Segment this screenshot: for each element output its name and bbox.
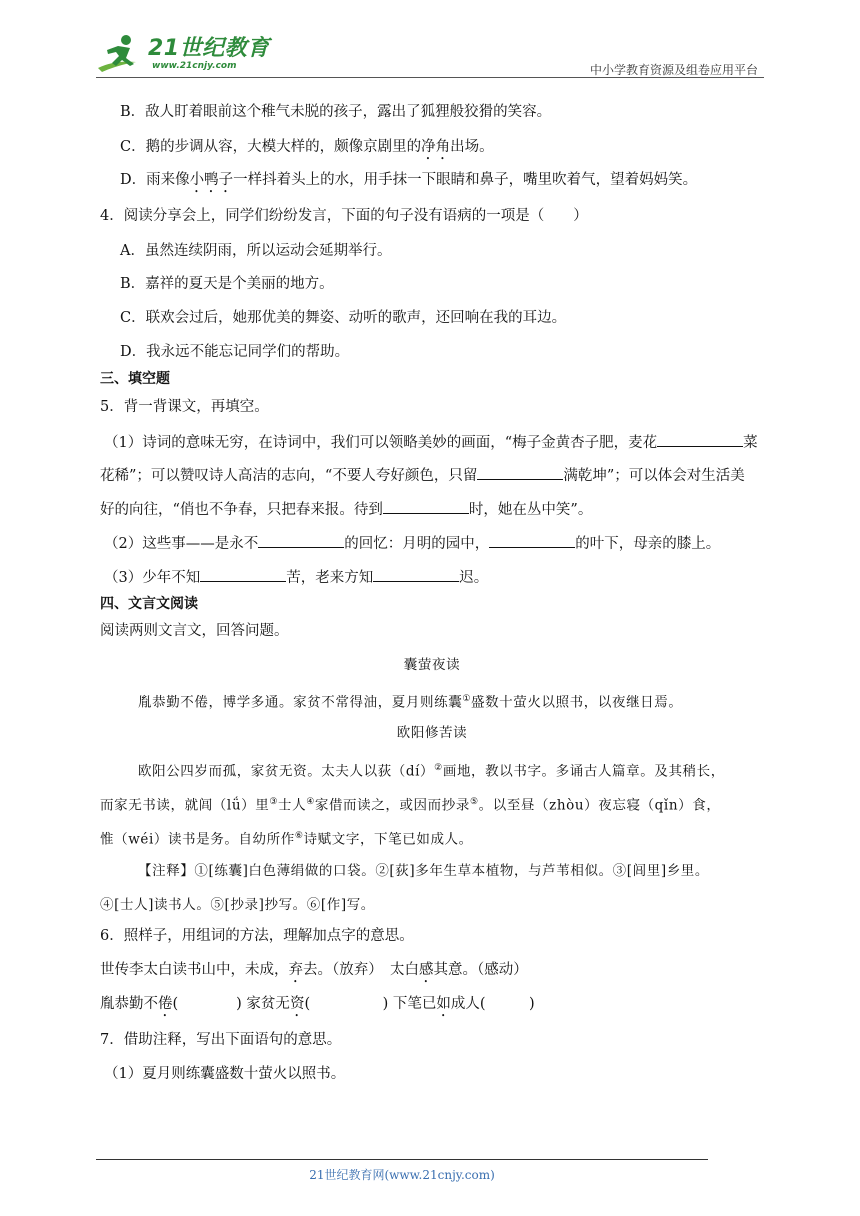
q3-option-b: B．敌人盯着眼前这个稚气未脱的孩子，露出了狐狸般狡猾的笑容。 — [120, 104, 552, 120]
q4-stem: 4．阅读分享会上，同学们纷纷发言，下面的句子没有语病的一项是（ ） — [100, 208, 588, 224]
answer-blank[interactable] — [383, 499, 469, 514]
text2-line1: 欧阳公四岁而孤，家贫无资。太夫人以荻（dí）②画地，教以书字。多诵古人篇章。及其稍长， — [138, 763, 725, 780]
reading-intro: 阅读两则文言文，回答问题。 — [100, 623, 289, 639]
answer-blank[interactable] — [657, 432, 743, 447]
notes-line1: 【注释】①[练囊]白色薄绢做的口袋。②[荻]多年生草本植物，与芦苇相似。③[闾里]乡里。 — [138, 863, 709, 879]
q7-part1: （1）夏月则练囊盛数十萤火以照书。 — [104, 1066, 346, 1082]
text2-line2: 而家无书读，就闾（lǘ）里③士人④家借而读之，或因而抄录⑤。以至昼（zhòu）夜忘寝（qǐn）食， — [100, 797, 721, 814]
text1-body: 胤恭勤不倦，博学多通。家贫不常得油，夏月则练囊①盛数十萤火以照书，以夜继日焉。 — [138, 694, 683, 711]
header-divider — [96, 77, 764, 78]
text2-title: 欧阳修苦读 — [396, 725, 468, 741]
q5-part1-line3: 好的向往，“俏也不争春，只把春来报。待到 时，她在丛中笑”。 — [100, 499, 592, 520]
q6-example: 世传李太白读书山中，未成，弃去。（放弃） 太白感其意。（感动） — [100, 962, 528, 978]
text2-line3: 惟（wéi）读书是务。自幼所作⑥诗赋文字，下笔已如成人。 — [100, 831, 473, 848]
q6-prompts: 胤恭勤不倦( ) 家贫无资( ) 下笔已如成人( ) — [100, 996, 535, 1012]
footer-divider — [96, 1159, 708, 1160]
q5-part2: （2）这些事——是永不 的回忆：月明的园中， 的叶下，母亲的膝上。 — [104, 533, 720, 554]
q3-option-c: C．鹅的步调从容，大模大样的，颇像京剧里的净角出场。 — [120, 139, 494, 155]
notes-line2: ④[士人]读书人。⑤[抄录]抄写。⑥[作]写。 — [100, 897, 375, 913]
q4-option-a: A．虽然连续阴雨，所以运动会延期举行。 — [120, 243, 392, 259]
runner-logo-icon — [96, 32, 146, 76]
section-4-heading: 四、文言文阅读 — [100, 596, 198, 612]
text1-title: 囊萤夜读 — [403, 657, 461, 673]
logo-url: www.21cnjy.com — [152, 61, 237, 71]
q5-part1-line1: （1）诗词的意味无穷，在诗词中，我们可以领略美妙的画面，“梅子金黄杏子肥，麦花 菜 — [104, 432, 758, 453]
q7-stem: 7．借助注释，写出下面语句的意思。 — [100, 1032, 342, 1048]
q4-option-d: D．我永远不能忘记同学们的帮助。 — [120, 344, 350, 360]
q5-part1-line2: 花稀”；可以赞叹诗人高洁的志向，“不要人夸好颜色，只留 满乾坤”；可以体会对生活美 — [100, 465, 745, 486]
q6-stem: 6．照样子，用组词的方法，理解加点字的意思。 — [100, 928, 414, 944]
page-header — [96, 30, 764, 80]
q5-stem: 5．背一背课文，再填空。 — [100, 399, 269, 415]
answer-blank[interactable] — [373, 567, 459, 582]
footer-link[interactable]: 21世纪教育网(www.21cnjy.com) — [309, 1168, 495, 1182]
answer-blank[interactable] — [258, 533, 344, 548]
answer-blank[interactable] — [200, 567, 286, 582]
q5-part3: （3）少年不知 苦，老来方知 迟。 — [104, 567, 488, 588]
section-3-heading: 三、填空题 — [100, 371, 170, 387]
q4-option-c: C．联欢会过后，她那优美的舞姿、动听的歌声，还回响在我的耳边。 — [120, 310, 567, 326]
platform-name: 中小学教育资源及组卷应用平台 — [589, 63, 758, 77]
answer-blank[interactable] — [477, 465, 563, 480]
answer-blank[interactable] — [489, 533, 575, 548]
q3-option-d: D．雨来像小鸭子一样抖着头上的水，用手抹一下眼睛和鼻子，嘴里吹着气，望着妈妈笑。 — [120, 172, 698, 188]
logo-title: 21世纪教育 — [148, 36, 270, 61]
site-logo[interactable] — [96, 32, 270, 76]
q4-option-b: B．嘉祥的夏天是个美丽的地方。 — [120, 276, 334, 292]
